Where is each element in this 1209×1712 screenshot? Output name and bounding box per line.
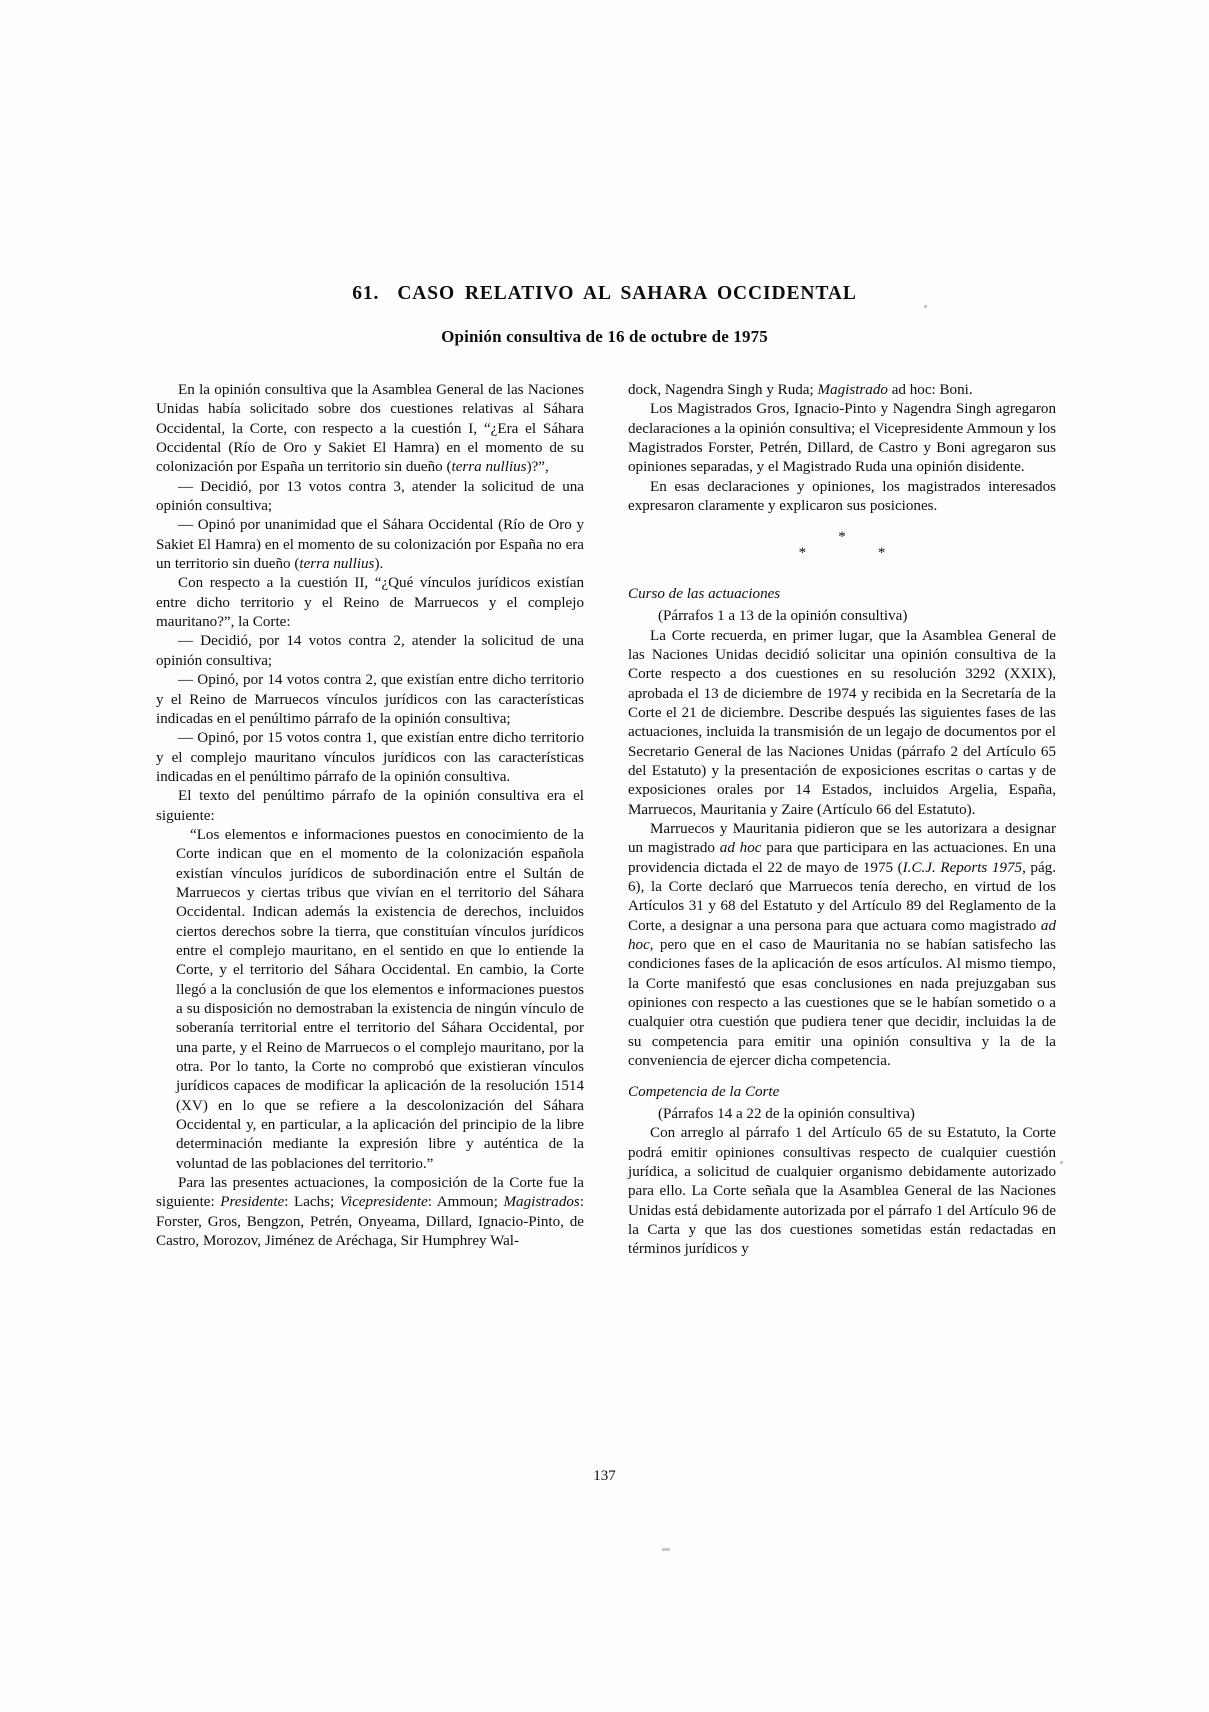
paragraph-text: para que participara en las actuaciones. En una providencia dictada el 22 de mayo de 1975 (: [628, 840, 1056, 876]
body-columns: [156, 381, 1056, 1260]
role-judges: Magistrados: [503, 1194, 580, 1211]
paragraph-penultimate-intro: El texto del penúltimo párrafo de la opinión consultiva era el siguiente:: [156, 788, 584, 824]
left-column: [156, 381, 584, 1260]
title-block: [0, 283, 1209, 347]
latin-term-ad-hoc: ad hoc: [628, 917, 1056, 954]
paragraph-opinion-unanimity: [156, 516, 584, 574]
latin-term-terra-nullius: terra nullius: [451, 459, 527, 476]
paragraph-court-recalls: La Corte recuerda, en primer lugar, que la Asamblea General de las Naciones Unidas decidió solicitar una opinión consultiva de la Corte respecto a dos cuestiones en su resolución 3292 (XXIX), aprobada el 13 de diciembre de 1974 y recibida en la Secretaría de la Corte el 21 de diciembre. Describe después las siguientes fases de las actuaciones, incluida la transmisión de un legajo de documentos por el Secretario General de las Naciones Unidas (párrafo 2 del Artículo 65 del Estatuto) y la presentación de exposiciones escritas o cartas y de exposiciones orales por 14 Estados, incluidos Argelia, España, Marruecos, Mauritania y Zaire (Artículo 66 del Estatuto).: [628, 627, 1056, 818]
paragraph-text: — Opinó por unanimidad que el Sáhara Occidental (Río de Oro y Sakiet El Hamra) en el momento de su colonización por España no era un territorio sin dueño (: [156, 517, 584, 573]
role-president: Presidente: [220, 1194, 285, 1211]
page-subtitle: Opinión consultiva de 16 de octubre de 1975: [441, 327, 768, 346]
paragraph-opinion-mauritania: — Opinó, por 15 votos contra 1, que existían entre dicho territorio y el complejo mauritano vínculos jurídicos con las características indicadas en el penúltimo párrafo de la opinión consultiva.: [156, 730, 584, 785]
paragraph-text: , pág. 6), la Corte declaró que Marruecos tenía derecho, en virtud de los Artículos 31 y 68 del Estatuto y del Artículo 89 del Reglamento de la Corte, a designar a una persona para que actuara como magistrado: [628, 859, 1056, 934]
role-judge-ad-hoc: Magistrado: [817, 382, 888, 398]
paragraph-text-end: : Forster, Gros, Bengzon, Petrén, Onyeama, Dillard, Ignacio-Pinto, de Castro, Morozov, Jiménez de Aréchaga, Sir Humphrey Wal-: [156, 1194, 585, 1250]
paragraph-text: : Lachs;: [284, 1194, 340, 1211]
paragraph-decision-1: — Decidió, por 13 votos contra 3, atender la solicitud de una opinión consultiva;: [156, 478, 584, 515]
paragraph-decision-2: — Decidió, por 14 votos contra 2, atender la solicitud de una opinión consultiva;: [156, 633, 584, 669]
asterisk-top: *: [838, 529, 846, 546]
right-column: [628, 381, 1056, 1260]
paragraph-text-end: ).: [374, 556, 384, 573]
blockquote-penultimate-paragraph: “Los elementos e informaciones puestos en conocimiento de la Corte indican que en el momento de la colonización española existían vínculos jurídicos de subordinación entre el Sultán de Marruecos y ciertas tribus que vivían en el territorio del Sáhara Occidental. Indican además la existencia de derechos, incluidos ciertos derechos sobre la tierra, que constituían vínculos jurídicos entre el complejo mauritano, en el sentido en que lo entiende la Corte, y el territorio del Sáhara Occidental. En cambio, la Corte llegó a la conclusión de que los elementos e informaciones puestos a su disposición no demostraban la existencia de ningún vínculo de soberanía territorial entre el territorio del Sáhara Occidental, por una parte, y el Reino de Marruecos o el complejo mauritano, por la otra. Por lo tanto, la Corte no comprobó que existieran vínculos jurídicos capaces de modificar la aplicación de la resolución 1514 (XV) en lo que se refiere a la descolonización del Sáhara Occidental y, en particular, a la aplicación del principio de la libre determinación mediante la expresión libre y auténtica de la voluntad de las poblaciones del territorio.”: [176, 826, 584, 1172]
paragraph-declarations: Los Magistrados Gros, Ignacio-Pinto y Nagendra Singh agregaron declaraciones a la opinión consultiva; el Vicepresidente Ammoun y los Magistrados Forster, Petrén, Dillard, de Castro y Boni agregaron sus opiniones separadas, y el Magistrado Ruda una opinión disidente.: [628, 401, 1056, 476]
paragraph-reference-1: (Párrafos 1 a 13 de la opinión consultiva): [658, 608, 908, 625]
scan-artifact: [662, 1548, 670, 1551]
section-heading-curso: Curso de las actuaciones: [628, 585, 781, 602]
role-vicepresident: Vicepresidente: [339, 1194, 428, 1211]
latin-term-ad-hoc: ad hoc: [719, 840, 762, 857]
paragraph-court-composition: [156, 1174, 584, 1251]
case-number: 61.: [352, 283, 380, 304]
paragraph-opinion-intro: [156, 381, 584, 478]
paragraph-text-end: )?”,: [526, 459, 549, 476]
paragraph-competence: Con arreglo al párrafo 1 del Artículo 65 de su Estatuto, la Corte podrá emitir opiniones consultivas respecto de cualquier cuestión jurídica, a solicitud de cualquier organismo debidamente autorizado para ello. La Corte señala que la Asamblea General de las Naciones Unidas está debidamente autorizada por el párrafo 1 del Artículo 96 de la Carta y que las dos cuestiones sometidas están redactadas en términos jurídicos y: [628, 1125, 1056, 1258]
paragraph-ad-hoc-judges: [628, 820, 1056, 1071]
paragraph-question-two: Con respecto a la cuestión II, “¿Qué vínculos jurídicos existían entre dicho territorio y el Reino de Marruecos y el complejo mauritano?”, la Corte:: [156, 575, 584, 631]
paragraph-text: dock, Nagendra Singh y Ruda;: [628, 382, 818, 398]
latin-term-terra-nullius: terra nullius: [299, 556, 375, 573]
paragraph-text-end: , pero que en el caso de Mauritania no se habían satisfecho las condiciones fases de la aplicación de esos artículos. Al mismo tiempo, la Corte manifestó que esas conclusiones en nada prejuzgaban sus opiniones con respecto a las cuestiones que se le habían sometido o a cualquier otra cuestión que pudiera tener que decidir, incluidas la de su competencia para emitir una opinión consultiva y la de la conveniencia de ejercer dicha competencia.: [628, 937, 1056, 1070]
paragraph-text: Marruecos y Mauritania pidieron que se les autorizara a designar un magistrado: [628, 821, 1056, 857]
paragraph-judges-continued: [628, 381, 1056, 400]
section-heading-competencia: Competencia de la Corte: [628, 1083, 780, 1100]
page-title: [0, 283, 1209, 305]
paragraph-text: En la opinión consultiva que la Asamblea General de las Naciones Unidas había solicitado sobre dos cuestiones relativas al Sáhara Occidental, la Corte, con respecto a la cuestión I, “¿Era el Sáhara Occidental (Río de Oro y Sakiet El Hamra) en el momento de su colonización por España un territorio sin dueño (: [156, 382, 584, 476]
asterisk-bottom-pair: * *: [798, 545, 920, 562]
case-title: CASO RELATIVO AL SAHARA OCCIDENTAL: [397, 283, 857, 304]
page-number: 137: [593, 1468, 616, 1484]
citation-icj-reports: I.C.J. Reports 1975: [902, 859, 1023, 876]
paragraph-text-end: ad hoc: Boni.: [887, 382, 973, 398]
paragraph-reference-2: (Párrafos 14 a 22 de la opinión consultiva): [658, 1105, 915, 1122]
paragraph-text: Para las presentes actuaciones, la composición de la Corte fue la siguiente:: [156, 1175, 584, 1211]
asterisk-separator: [628, 516, 1056, 574]
paragraph-text: : Ammoun;: [427, 1194, 504, 1211]
paragraph-opinion-morocco: — Opinó, por 14 votos contra 2, que existían entre dicho territorio y el Reino de Marruecos vínculos jurídicos con las características indicadas en el penúltimo párrafo de la opinión consultiva;: [156, 672, 584, 727]
scan-artifact: [1060, 1161, 1063, 1164]
paragraph-positions: En esas declaraciones y opiniones, los magistrados interesados expresaron claramente y explicaron sus posiciones.: [628, 478, 1056, 515]
